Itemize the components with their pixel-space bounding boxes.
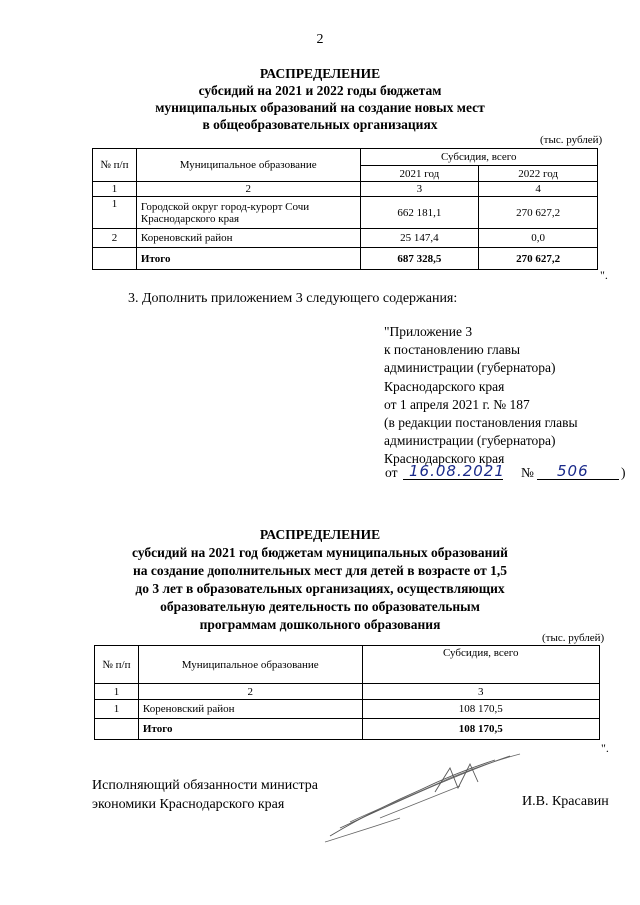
signatory-position-line-2: экономики Краснодарского края: [92, 797, 285, 812]
section2-title-line-3: на создание дополнительных мест для детей в возрасте от 1,5: [133, 563, 507, 578]
total-label: Итого: [136, 248, 360, 270]
header-num: № п/п: [93, 149, 137, 182]
section2-title-line-2: субсидий на 2021 год бюджетам муниципальных образований: [132, 545, 508, 560]
row-value: 108 170,5: [362, 700, 599, 719]
table-row: [95, 700, 600, 719]
section2-units: (тыс. рублей): [542, 632, 605, 644]
appendix-line-3: администрации (губернатора): [384, 360, 556, 376]
section1-title-line-1: РАСПРЕДЕЛЕНИЕ: [259, 66, 381, 81]
table-total-row: [95, 719, 600, 740]
total-empty-cell: [93, 248, 137, 270]
appendix-line-2: к постановлению главы: [384, 342, 521, 358]
section1-title-line-4: в общеобразовательных организациях: [202, 117, 438, 132]
table-total-row: [93, 248, 598, 270]
appendix-line-6: (в редакции постановления главы: [384, 415, 578, 431]
col-number-4: 4: [479, 182, 598, 197]
appendix-date-line: [385, 462, 626, 487]
col-number-3: 3: [362, 684, 599, 700]
section2-closing-quote: ".: [601, 741, 609, 755]
appendix-line-7: администрации (губернатора): [384, 433, 556, 449]
header-year-2021: 2021 год: [360, 166, 479, 182]
col-number-3: 3: [360, 182, 479, 197]
row-value-2022: 0,0: [479, 229, 598, 248]
section1-title-line-2: субсидий на 2021 и 2022 годы бюджетам: [198, 83, 442, 98]
total-value: 108 170,5: [362, 719, 599, 740]
header-subsidy: Субсидия, всего: [360, 149, 598, 166]
col-number-1: 1: [95, 684, 139, 700]
appendix-closing-paren: ): [621, 465, 626, 480]
row-num: 1: [95, 700, 139, 719]
appendix-line-8: Краснодарского края: [384, 451, 505, 467]
col-number-1: 1: [93, 182, 137, 197]
header-num: № п/п: [95, 646, 139, 684]
header-municipality: Муниципальное образование: [138, 646, 362, 684]
row-municipality: Кореновский район: [138, 700, 362, 719]
row-value-2021: 662 181,1: [360, 197, 479, 229]
total-label: Итого: [138, 719, 362, 740]
col-number-2: 2: [136, 182, 360, 197]
section2-title-line-4: до 3 лет в образовательных организациях, осуществляющих: [135, 581, 505, 596]
col-number-2: 2: [138, 684, 362, 700]
section1-closing-quote: ".: [600, 268, 608, 282]
appendix-number-label: №: [521, 465, 534, 480]
row-num: 1: [93, 197, 137, 229]
table-subsidies-2021: [94, 645, 600, 740]
header-municipality: Муниципальное образование: [136, 149, 360, 182]
section2-title-line-5: образовательную деятельность по образовательным: [160, 599, 480, 614]
appendix-line-5: от 1 апреля 2021 г. № 187: [384, 396, 530, 412]
appendix-line-4: Краснодарского края: [384, 378, 505, 394]
header-year-2022: 2022 год: [479, 166, 598, 182]
row-value-2021: 25 147,4: [360, 229, 479, 248]
total-empty-cell: [95, 719, 139, 740]
appendix-block: [384, 323, 578, 469]
signatory-position: [92, 776, 318, 814]
table-subsidies-2021-2022: [92, 148, 598, 270]
appendix-from-label: от: [385, 465, 398, 480]
row-num: 2: [93, 229, 137, 248]
section1-units: (тыс. рублей): [540, 134, 603, 146]
row-municipality: Кореновский район: [136, 229, 360, 248]
handwritten-number: 506: [557, 462, 589, 480]
header-subsidy: Субсидия, всего: [362, 646, 599, 684]
section1-title-line-3: муниципальных образований на создание новых мест: [155, 100, 485, 115]
signatory-name: И.В. Красавин: [522, 794, 609, 809]
page-number: 2: [316, 32, 324, 47]
item3-text: 3. Дополнить приложением 3 следующего содержания:: [128, 291, 458, 306]
total-value-2021: 687 328,5: [360, 248, 479, 270]
appendix-line-1: "Приложение 3: [384, 324, 473, 339]
handwritten-date: 16.08.2021: [409, 462, 505, 480]
section2-title-line-1: РАСПРЕДЕЛЕНИЕ: [259, 527, 381, 542]
signatory-position-line-1: Исполняющий обязанности министра: [92, 778, 318, 793]
table-row: [93, 229, 598, 248]
total-value-2022: 270 627,2: [479, 248, 598, 270]
row-value-2022: 270 627,2: [479, 197, 598, 229]
table-row: [93, 197, 598, 229]
row-municipality: Городской округ город-курорт Сочи Краснодарского края: [136, 197, 360, 229]
handwritten-signature: [320, 748, 540, 848]
section2-title-line-6: программам дошкольного образования: [199, 617, 441, 632]
